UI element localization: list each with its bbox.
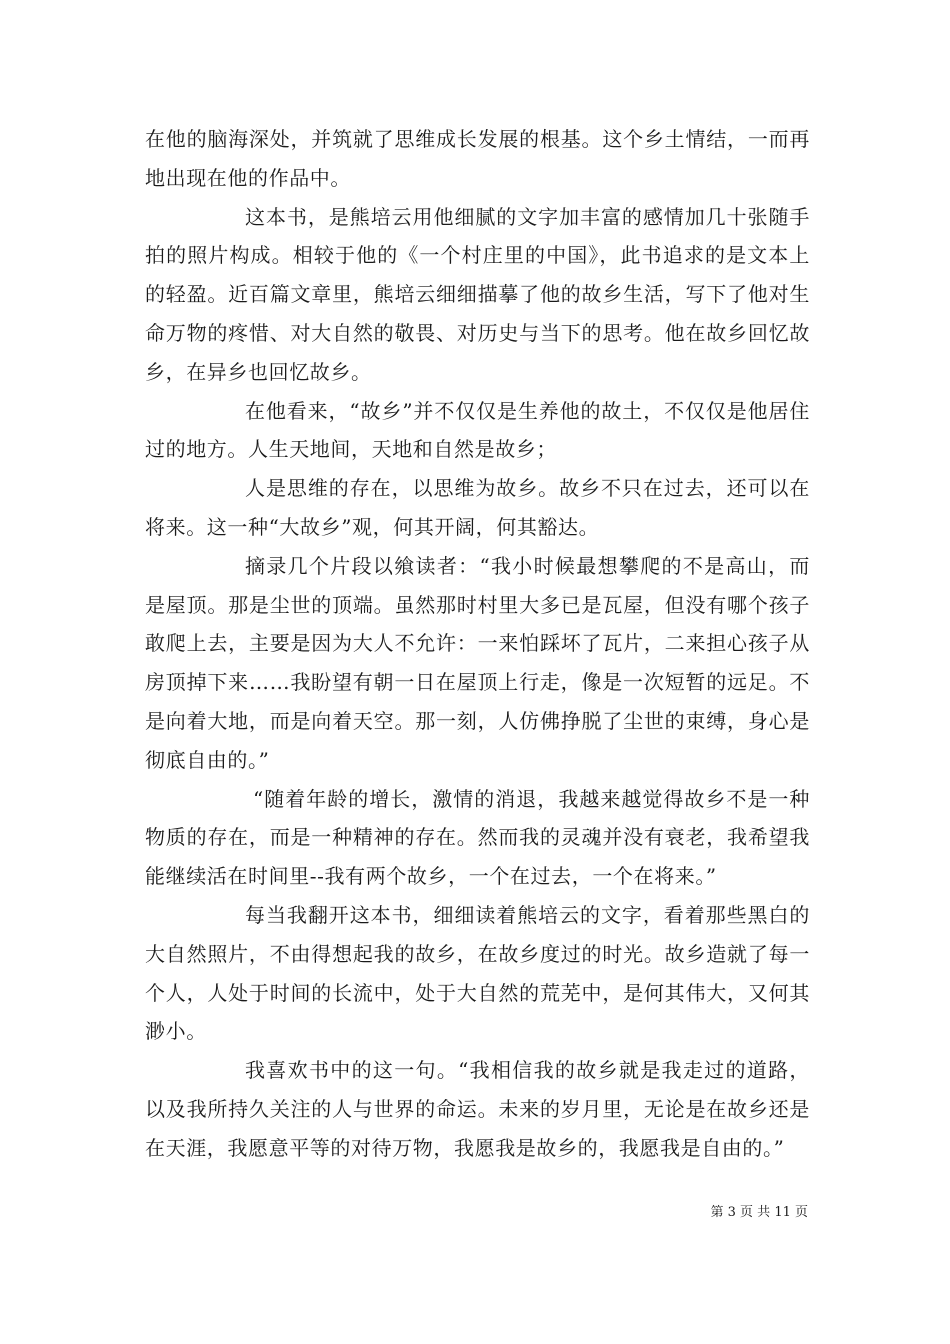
paragraph-3: 在他看来，“故乡”并不仅仅是生养他的故土，不仅仅是他居住过的地方。人生天地间，天地和自然是故乡； bbox=[145, 398, 810, 462]
paragraph-2: 这本书，是熊培云用他细腻的文字加丰富的感情加几十张随手拍的照片构成。相较于他的《一个村庄里的中国》，此书追求的是文本上的轻盈。近百篇文章里，熊培云细细描摹了他的故乡生活，写下了他对生命万物的疼惜、对大自然的敬畏、对历史与当下的思考。他在故乡回忆故乡，在异乡也回忆故乡。 bbox=[145, 204, 810, 384]
document-body bbox=[145, 120, 810, 1168]
paragraph-5: 摘录几个片段以飨读者：“我小时候最想攀爬的不是高山，而是屋顶。那是尘世的顶端。虽然那时村里大多已是瓦屋，但没有哪个孩子敢爬上去，主要是因为大人不允许：一来怕踩坏了瓦片，二来担心孩子从房顶掉下来……我盼望有朝一日在屋顶上行走，像是一次短暂的远足。不是向着大地，而是向着天空。那一刻，人仿佛挣脱了尘世的束缚，身心是彻底自由的。” bbox=[145, 553, 810, 772]
paragraph-7: 每当我翻开这本书，细细读着熊培云的文字，看着那些黑白的大自然照片，不由得想起我的故乡，在故乡度过的时光。故乡造就了每一个人，人处于时间的长流中，处于大自然的荒芜中，是何其伟大，又何其渺小。 bbox=[145, 902, 810, 1044]
page-number: 第 3 页 共 11 页 bbox=[710, 1205, 808, 1220]
paragraph-6: “随着年龄的增长，激情的消退，我越来越觉得故乡不是一种物质的存在，而是一种精神的存在。然而我的灵魂并没有衰老，我希望我能继续活在时间里--我有两个故乡，一个在过去，一个在将来。” bbox=[145, 786, 810, 889]
paragraph-1: 在他的脑海深处，并筑就了思维成长发展的根基。这个乡土情结，一而再地出现在他的作品中。 bbox=[145, 127, 810, 190]
paragraph-4: 人是思维的存在，以思维为故乡。故乡不只在过去，还可以在将来。这一种“大故乡”观，何其开阔，何其豁达。 bbox=[145, 476, 810, 539]
paragraph-8: 我喜欢书中的这一句。“我相信我的故乡就是我走过的道路，以及我所持久关注的人与世界的命运。未来的岁月里，无论是在故乡还是在天涯，我愿意平等的对待万物，我愿我是故乡的，我愿我是自由的。” bbox=[145, 1058, 810, 1160]
